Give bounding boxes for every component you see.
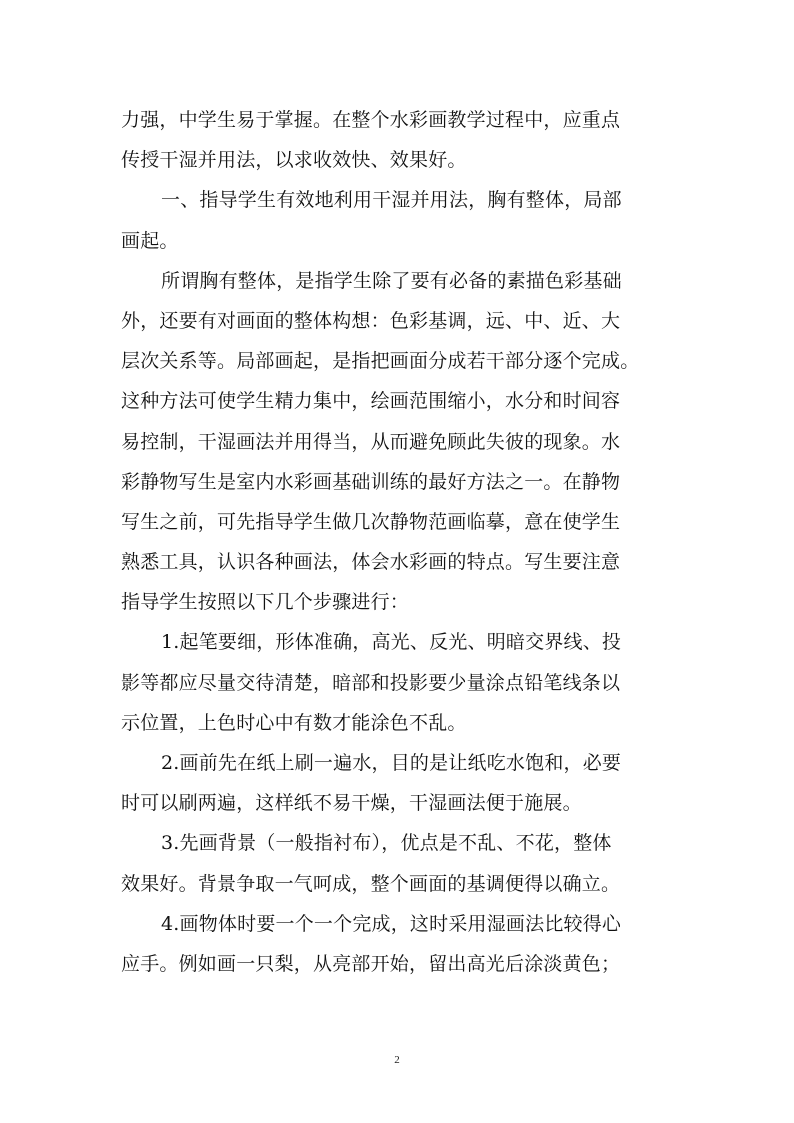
step-item-line: 时可以刷两遍，这样纸不易干燥，干湿画法便于施展。 — [121, 792, 582, 815]
text-line: 指导学生按照以下几个步骤进行： — [121, 591, 410, 614]
text-line: 这种方法可使学生精力集中，绘画范围缩小，水分和时间容 — [121, 390, 621, 413]
step-item-line: 4.画物体时要一个一个完成，这时采用湿画法比较得心 — [161, 912, 622, 935]
step-item-line: 1.起笔要细，形体准确，高光、反光、明暗交界线、投 — [161, 631, 622, 654]
text-line: 传授干湿并用法，以求收效快、效果好。 — [121, 149, 467, 172]
step-item-line: 应手。例如画一只梨，从亮部开始，留出高光后涂淡黄色； — [121, 952, 621, 975]
step-item-line: 影等都应尽量交待清楚，暗部和投影要少量涂点铅笔线条以 — [121, 671, 621, 694]
step-item-line: 效果好。背景争取一气呵成，整个画面的基调便得以确立。 — [121, 872, 621, 895]
body-text — [121, 100, 677, 984]
text-line: 写生之前，可先指导学生做几次静物范画临摹，意在使学生 — [121, 510, 621, 533]
text-line: 易控制，干湿画法并用得当，从而避免顾此失彼的现象。水 — [121, 430, 621, 453]
step-item-line: 2.画前先在纸上刷一遍水，目的是让纸吃水饱和，必要 — [161, 752, 622, 774]
step-item-line: 3.先画背景（一般指衬布），优点是不乱、不花，整体 — [161, 832, 612, 855]
section-heading-line: 一、指导学生有效地利用干湿并用法，胸有整体，局部 — [161, 189, 622, 212]
step-item-line: 示位置，上色时心中有数才能涂色不乱。 — [121, 711, 467, 734]
section-heading-line: 画起。 — [121, 229, 179, 252]
text-line: 熟悉工具，认识各种画法，体会水彩画的特点。写生要注意 — [121, 551, 621, 574]
text-line: 彩静物写生是室内水彩画基础训练的最好方法之一。在静物 — [121, 470, 621, 493]
page-number: 2 — [394, 1054, 400, 1066]
text-line: 层次关系等。局部画起，是指把画面分成若干部分逐个完成。 — [121, 350, 640, 373]
text-line: 外，还要有对画面的整体构想：色彩基调，远、中、近、大 — [121, 309, 621, 332]
text-line: 所谓胸有整体，是指学生除了要有必备的素描色彩基础 — [161, 269, 622, 292]
text-line: 力强，中学生易于掌握。在整个水彩画教学过程中，应重点 — [121, 109, 621, 131]
